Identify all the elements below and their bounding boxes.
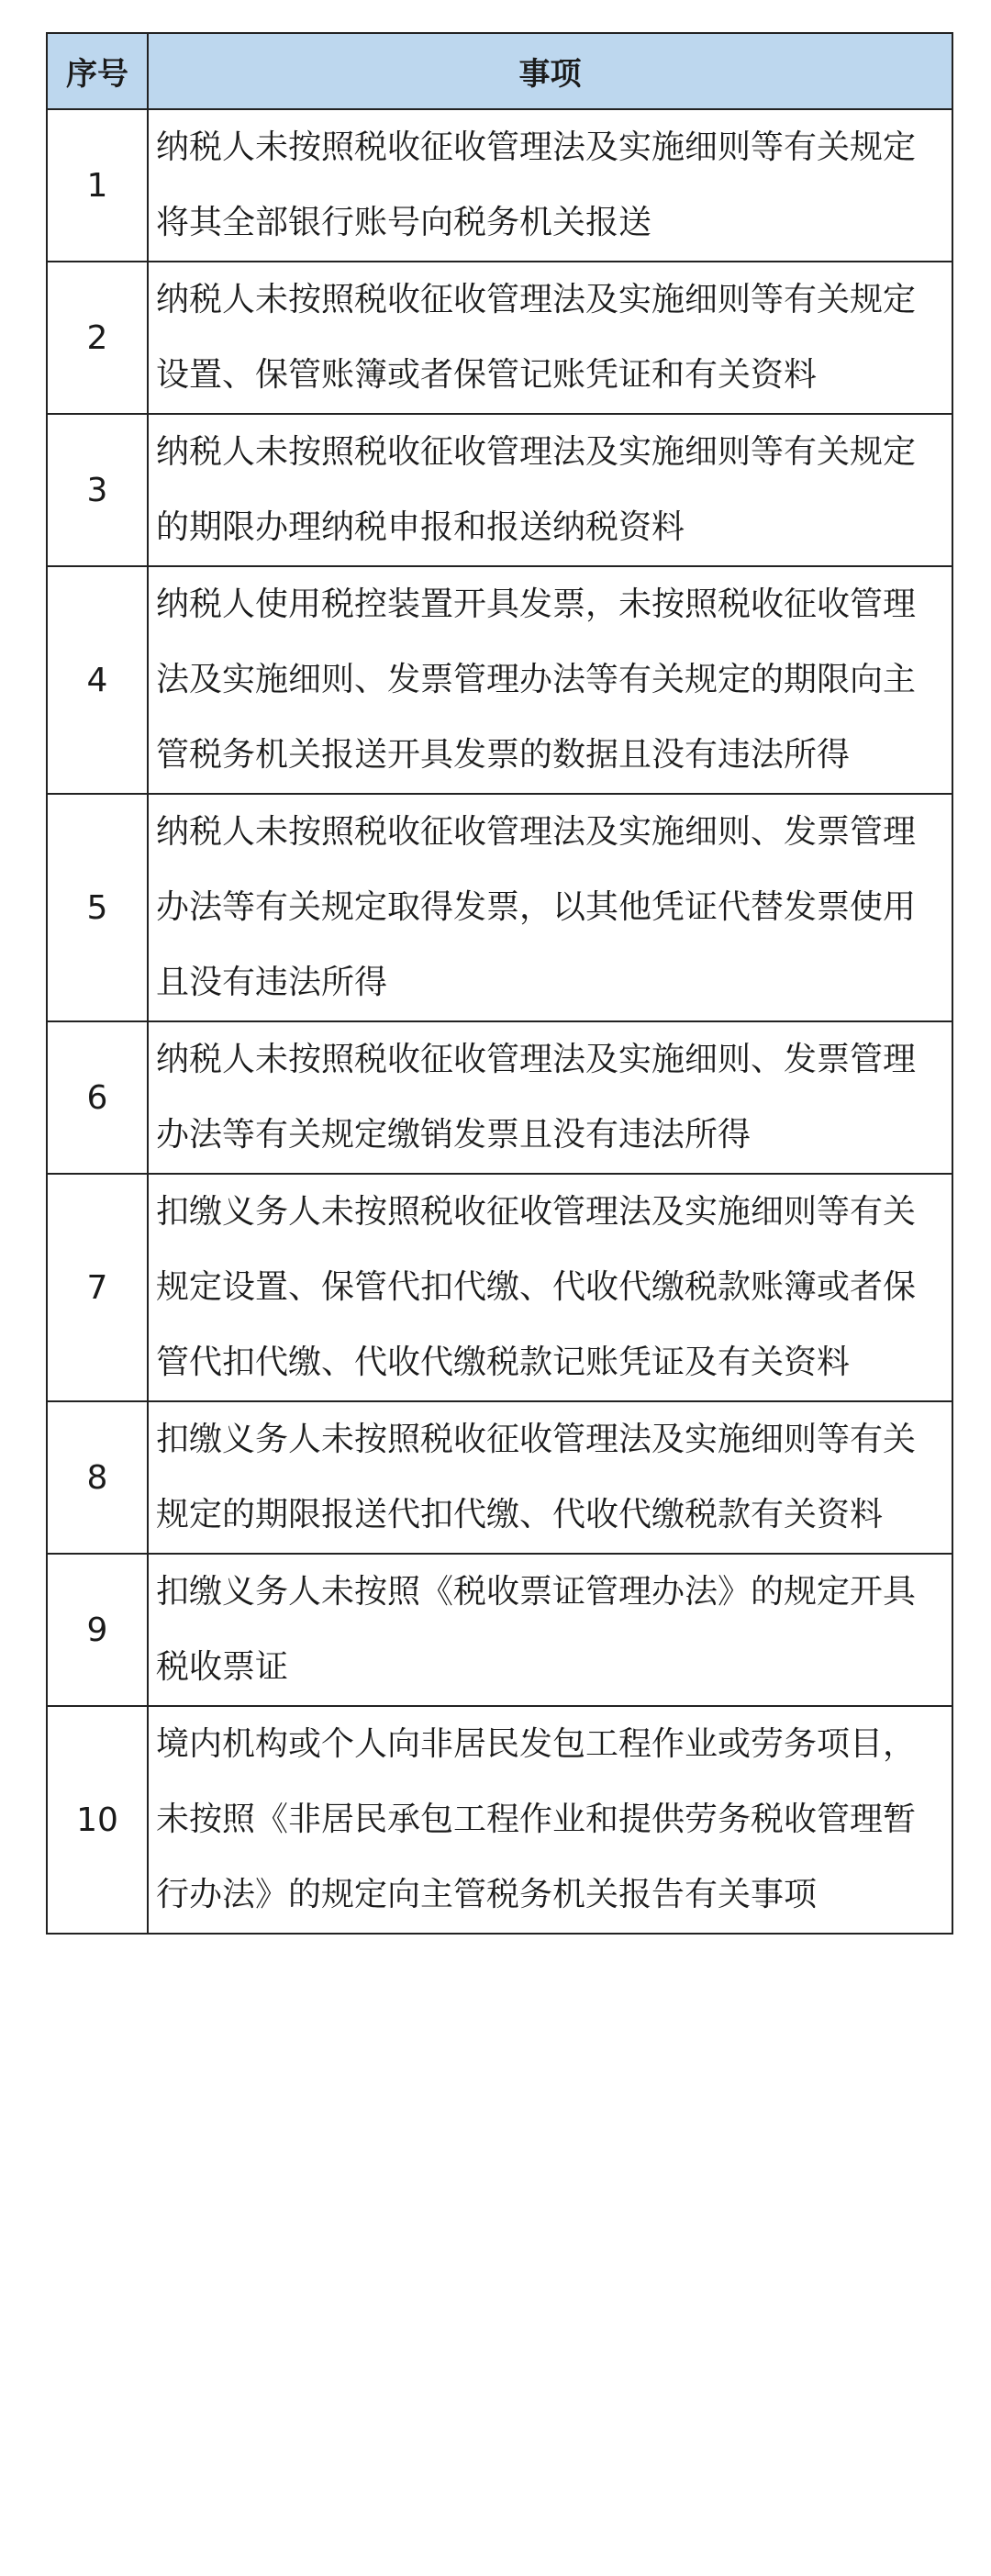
table-row (47, 414, 952, 566)
header-item: 事项 (148, 33, 952, 109)
row-number: 5 (47, 794, 148, 1021)
items-table (46, 32, 953, 1935)
row-number: 9 (47, 1554, 148, 1706)
row-number: 4 (47, 566, 148, 794)
table-row (47, 109, 952, 262)
table-row (47, 1554, 952, 1706)
row-item: 纳税人未按照税收征收管理法及实施细则、发票管理办法等有关规定取得发票，以其他凭证代替发票使用且没有违法所得 (148, 794, 952, 1021)
table-row (47, 262, 952, 414)
row-item: 扣缴义务人未按照《税收票证管理办法》的规定开具税收票证 (148, 1554, 952, 1706)
row-item: 纳税人未按照税收征收管理法及实施细则等有关规定的期限办理纳税申报和报送纳税资料 (148, 414, 952, 566)
row-item: 纳税人未按照税收征收管理法及实施细则等有关规定设置、保管账簿或者保管记账凭证和有关资料 (148, 262, 952, 414)
row-number: 2 (47, 262, 148, 414)
row-item: 纳税人未按照税收征收管理法及实施细则、发票管理办法等有关规定缴销发票且没有违法所得 (148, 1021, 952, 1174)
table-row (47, 1401, 952, 1554)
table-row (47, 1706, 952, 1934)
row-item: 扣缴义务人未按照税收征收管理法及实施细则等有关规定设置、保管代扣代缴、代收代缴税款账簿或者保管代扣代缴、代收代缴税款记账凭证及有关资料 (148, 1174, 952, 1401)
header-number: 序号 (47, 33, 148, 109)
table-row (47, 1021, 952, 1174)
row-number: 6 (47, 1021, 148, 1174)
row-number: 3 (47, 414, 148, 566)
row-item: 扣缴义务人未按照税收征收管理法及实施细则等有关规定的期限报送代扣代缴、代收代缴税款有关资料 (148, 1401, 952, 1554)
row-item: 纳税人使用税控装置开具发票，未按照税收征收管理法及实施细则、发票管理办法等有关规定的期限向主管税务机关报送开具发票的数据且没有违法所得 (148, 566, 952, 794)
table-row (47, 794, 952, 1021)
table-row (47, 566, 952, 794)
row-item: 纳税人未按照税收征收管理法及实施细则等有关规定将其全部银行账号向税务机关报送 (148, 109, 952, 262)
row-number: 7 (47, 1174, 148, 1401)
table-header-row (47, 33, 952, 109)
row-item: 境内机构或个人向非居民发包工程作业或劳务项目，未按照《非居民承包工程作业和提供劳务税收管理暂行办法》的规定向主管税务机关报告有关事项 (148, 1706, 952, 1934)
table-row (47, 1174, 952, 1401)
row-number: 1 (47, 109, 148, 262)
row-number: 8 (47, 1401, 148, 1554)
row-number: 10 (47, 1706, 148, 1934)
